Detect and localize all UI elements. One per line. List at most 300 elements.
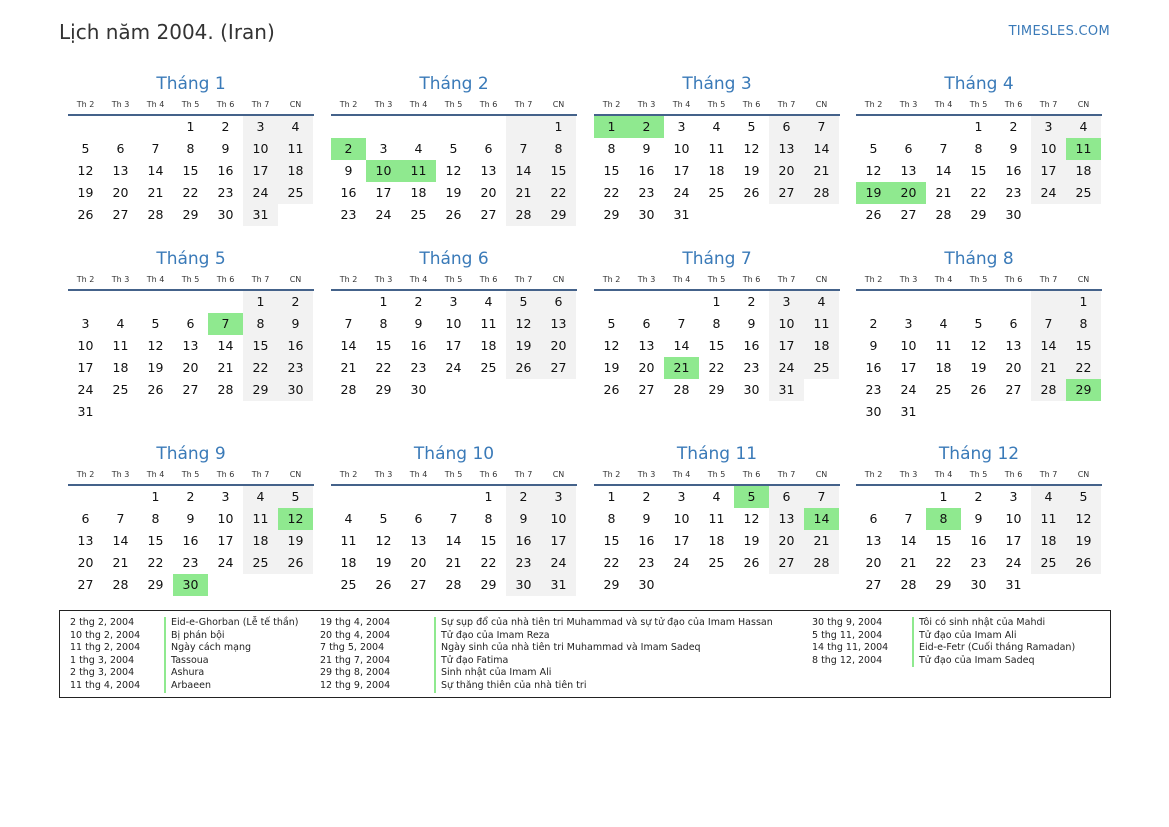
day-cell[interactable]: 24 bbox=[1031, 182, 1066, 204]
day-cell[interactable]: 17 bbox=[900, 360, 917, 375]
day-cell[interactable]: 30 bbox=[410, 382, 427, 397]
day-cell[interactable]: 19 bbox=[147, 360, 164, 375]
day-cell[interactable]: 13 bbox=[769, 508, 804, 530]
day-cell[interactable]: 30 bbox=[173, 574, 208, 596]
day-cell[interactable]: 27 bbox=[865, 577, 882, 592]
day-cell[interactable]: 7 bbox=[506, 138, 541, 160]
day-cell[interactable]: 16 bbox=[410, 338, 427, 353]
day-cell[interactable]: 2 bbox=[629, 116, 664, 138]
day-cell[interactable]: 28 bbox=[506, 204, 541, 226]
day-cell[interactable]: 24 bbox=[217, 555, 234, 570]
day-cell[interactable]: 27 bbox=[541, 357, 576, 379]
day-cell[interactable]: 25 bbox=[708, 185, 725, 200]
day-cell[interactable]: 20 bbox=[541, 335, 576, 357]
day-cell[interactable]: 30 bbox=[278, 379, 313, 401]
day-cell[interactable]: 2 bbox=[642, 489, 651, 504]
day-cell[interactable]: 20 bbox=[638, 360, 655, 375]
day-cell[interactable]: 28 bbox=[935, 207, 952, 222]
day-cell[interactable]: 18 bbox=[410, 185, 427, 200]
day-cell[interactable]: 20 bbox=[891, 182, 926, 204]
day-cell[interactable]: 5 bbox=[747, 119, 756, 134]
day-cell[interactable]: 26 bbox=[506, 357, 541, 379]
day-cell[interactable]: 6 bbox=[769, 486, 804, 508]
day-cell[interactable]: 6 bbox=[186, 316, 195, 331]
day-cell[interactable]: 12 bbox=[970, 338, 987, 353]
day-cell[interactable]: 30 bbox=[970, 577, 987, 592]
day-cell[interactable]: 12 bbox=[865, 163, 882, 178]
day-cell[interactable]: 12 bbox=[375, 533, 392, 548]
day-cell[interactable]: 3 bbox=[769, 291, 804, 313]
day-cell[interactable]: 27 bbox=[480, 207, 497, 222]
day-cell[interactable]: 12 bbox=[1066, 508, 1101, 530]
day-cell[interactable]: 31 bbox=[243, 204, 278, 226]
day-cell[interactable]: 13 bbox=[900, 163, 917, 178]
day-cell[interactable]: 10 bbox=[243, 138, 278, 160]
day-cell[interactable]: 13 bbox=[541, 313, 576, 335]
day-cell[interactable]: 8 bbox=[607, 141, 616, 156]
day-cell[interactable]: 23 bbox=[278, 357, 313, 379]
day-cell[interactable]: 14 bbox=[112, 533, 129, 548]
day-cell[interactable]: 7 bbox=[344, 316, 353, 331]
day-cell[interactable]: 1 bbox=[607, 489, 616, 504]
day-cell[interactable]: 1 bbox=[974, 119, 983, 134]
day-cell[interactable]: 21 bbox=[217, 360, 234, 375]
day-cell[interactable]: 19 bbox=[278, 530, 313, 552]
day-cell[interactable]: 7 bbox=[804, 116, 839, 138]
day-cell[interactable]: 13 bbox=[112, 163, 129, 178]
day-cell[interactable]: 22 bbox=[243, 357, 278, 379]
day-cell[interactable]: 1 bbox=[712, 294, 721, 309]
day-cell[interactable]: 29 bbox=[603, 577, 620, 592]
day-cell[interactable]: 16 bbox=[638, 163, 655, 178]
day-cell[interactable]: 9 bbox=[221, 141, 230, 156]
day-cell[interactable]: 8 bbox=[379, 316, 388, 331]
day-cell[interactable]: 27 bbox=[900, 207, 917, 222]
day-cell[interactable]: 5 bbox=[151, 316, 160, 331]
day-cell[interactable]: 15 bbox=[603, 163, 620, 178]
day-cell[interactable]: 4 bbox=[243, 486, 278, 508]
day-cell[interactable]: 6 bbox=[769, 116, 804, 138]
day-cell[interactable]: 16 bbox=[340, 185, 357, 200]
day-cell[interactable]: 11 bbox=[1031, 508, 1066, 530]
day-cell[interactable]: 28 bbox=[804, 552, 839, 574]
day-cell[interactable]: 2 bbox=[414, 294, 423, 309]
day-cell[interactable]: 8 bbox=[541, 138, 576, 160]
day-cell[interactable]: 17 bbox=[673, 163, 690, 178]
day-cell[interactable]: 6 bbox=[116, 141, 125, 156]
day-cell[interactable]: 4 bbox=[344, 511, 353, 526]
day-cell[interactable]: 21 bbox=[112, 555, 129, 570]
day-cell[interactable]: 16 bbox=[638, 533, 655, 548]
day-cell[interactable]: 10 bbox=[366, 160, 401, 182]
day-cell[interactable]: 11 bbox=[480, 316, 497, 331]
day-cell[interactable]: 5 bbox=[734, 486, 769, 508]
day-cell[interactable]: 20 bbox=[1005, 360, 1022, 375]
day-cell[interactable]: 1 bbox=[186, 119, 195, 134]
day-cell[interactable]: 7 bbox=[804, 486, 839, 508]
day-cell[interactable]: 7 bbox=[151, 141, 160, 156]
day-cell[interactable]: 20 bbox=[182, 360, 199, 375]
day-cell[interactable]: 14 bbox=[804, 508, 839, 530]
day-cell[interactable]: 7 bbox=[208, 313, 243, 335]
day-cell[interactable]: 14 bbox=[445, 533, 462, 548]
day-cell[interactable]: 22 bbox=[147, 555, 164, 570]
day-cell[interactable]: 31 bbox=[77, 404, 94, 419]
day-cell[interactable]: 22 bbox=[182, 185, 199, 200]
day-cell[interactable]: 8 bbox=[151, 511, 160, 526]
day-cell[interactable]: 23 bbox=[340, 207, 357, 222]
day-cell[interactable]: 29 bbox=[603, 207, 620, 222]
day-cell[interactable]: 22 bbox=[603, 185, 620, 200]
day-cell[interactable]: 4 bbox=[278, 116, 313, 138]
day-cell[interactable]: 16 bbox=[182, 533, 199, 548]
day-cell[interactable]: 17 bbox=[673, 533, 690, 548]
day-cell[interactable]: 5 bbox=[869, 141, 878, 156]
day-cell[interactable]: 22 bbox=[541, 182, 576, 204]
day-cell[interactable]: 21 bbox=[900, 555, 917, 570]
day-cell[interactable]: 11 bbox=[340, 533, 357, 548]
day-cell[interactable]: 9 bbox=[747, 316, 756, 331]
day-cell[interactable]: 27 bbox=[638, 382, 655, 397]
day-cell[interactable]: 27 bbox=[410, 577, 427, 592]
day-cell[interactable]: 10 bbox=[77, 338, 94, 353]
day-cell[interactable]: 24 bbox=[375, 207, 392, 222]
day-cell[interactable]: 1 bbox=[939, 489, 948, 504]
day-cell[interactable]: 28 bbox=[147, 207, 164, 222]
day-cell[interactable]: 4 bbox=[939, 316, 948, 331]
day-cell[interactable]: 4 bbox=[712, 119, 721, 134]
day-cell[interactable]: 27 bbox=[769, 552, 804, 574]
day-cell[interactable]: 1 bbox=[541, 116, 576, 138]
day-cell[interactable]: 8 bbox=[607, 511, 616, 526]
day-cell[interactable]: 3 bbox=[449, 294, 458, 309]
day-cell[interactable]: 10 bbox=[445, 316, 462, 331]
day-cell[interactable]: 22 bbox=[708, 360, 725, 375]
day-cell[interactable]: 25 bbox=[804, 357, 839, 379]
day-cell[interactable]: 9 bbox=[642, 141, 651, 156]
day-cell[interactable]: 25 bbox=[410, 207, 427, 222]
day-cell[interactable]: 11 bbox=[401, 160, 436, 182]
day-cell[interactable]: 21 bbox=[147, 185, 164, 200]
day-cell[interactable]: 13 bbox=[77, 533, 94, 548]
day-cell[interactable]: 12 bbox=[445, 163, 462, 178]
day-cell[interactable]: 12 bbox=[743, 511, 760, 526]
day-cell[interactable]: 16 bbox=[743, 338, 760, 353]
day-cell[interactable]: 12 bbox=[77, 163, 94, 178]
day-cell[interactable]: 29 bbox=[708, 382, 725, 397]
day-cell[interactable]: 21 bbox=[340, 360, 357, 375]
day-cell[interactable]: 29 bbox=[970, 207, 987, 222]
day-cell[interactable]: 12 bbox=[278, 508, 313, 530]
day-cell[interactable]: 18 bbox=[480, 338, 497, 353]
day-cell[interactable]: 2 bbox=[186, 489, 195, 504]
day-cell[interactable]: 25 bbox=[480, 360, 497, 375]
day-cell[interactable]: 18 bbox=[278, 160, 313, 182]
day-cell[interactable]: 2 bbox=[506, 486, 541, 508]
day-cell[interactable]: 19 bbox=[77, 185, 94, 200]
day-cell[interactable]: 17 bbox=[541, 530, 576, 552]
day-cell[interactable]: 18 bbox=[112, 360, 129, 375]
day-cell[interactable]: 9 bbox=[278, 313, 313, 335]
day-cell[interactable]: 24 bbox=[673, 555, 690, 570]
day-cell[interactable]: 21 bbox=[804, 160, 839, 182]
day-cell[interactable]: 23 bbox=[1005, 185, 1022, 200]
day-cell[interactable]: 10 bbox=[673, 141, 690, 156]
day-cell[interactable]: 31 bbox=[673, 207, 690, 222]
day-cell[interactable]: 17 bbox=[77, 360, 94, 375]
day-cell[interactable]: 16 bbox=[1005, 163, 1022, 178]
day-cell[interactable]: 25 bbox=[112, 382, 129, 397]
day-cell[interactable]: 15 bbox=[375, 338, 392, 353]
day-cell[interactable]: 26 bbox=[865, 207, 882, 222]
day-cell[interactable]: 24 bbox=[1005, 555, 1022, 570]
day-cell[interactable]: 10 bbox=[1005, 511, 1022, 526]
day-cell[interactable]: 28 bbox=[673, 382, 690, 397]
day-cell[interactable]: 21 bbox=[506, 182, 541, 204]
day-cell[interactable]: 9 bbox=[1009, 141, 1018, 156]
day-cell[interactable]: 3 bbox=[379, 141, 388, 156]
day-cell[interactable]: 13 bbox=[638, 338, 655, 353]
day-cell[interactable]: 6 bbox=[904, 141, 913, 156]
day-cell[interactable]: 5 bbox=[81, 141, 90, 156]
day-cell[interactable]: 20 bbox=[112, 185, 129, 200]
day-cell[interactable]: 23 bbox=[410, 360, 427, 375]
day-cell[interactable]: 26 bbox=[278, 552, 313, 574]
day-cell[interactable]: 16 bbox=[865, 360, 882, 375]
day-cell[interactable]: 24 bbox=[445, 360, 462, 375]
day-cell[interactable]: 21 bbox=[445, 555, 462, 570]
day-cell[interactable]: 22 bbox=[375, 360, 392, 375]
day-cell[interactable]: 28 bbox=[804, 182, 839, 204]
day-cell[interactable]: 2 bbox=[278, 291, 313, 313]
day-cell[interactable]: 14 bbox=[340, 338, 357, 353]
day-cell[interactable]: 23 bbox=[970, 555, 987, 570]
day-cell[interactable]: 26 bbox=[603, 382, 620, 397]
day-cell[interactable]: 31 bbox=[769, 379, 804, 401]
day-cell[interactable]: 29 bbox=[243, 379, 278, 401]
day-cell[interactable]: 24 bbox=[77, 382, 94, 397]
day-cell[interactable]: 9 bbox=[974, 511, 983, 526]
day-cell[interactable]: 25 bbox=[340, 577, 357, 592]
day-cell[interactable]: 18 bbox=[243, 530, 278, 552]
day-cell[interactable]: 19 bbox=[856, 182, 891, 204]
day-cell[interactable]: 15 bbox=[970, 163, 987, 178]
day-cell[interactable]: 15 bbox=[935, 533, 952, 548]
day-cell[interactable]: 15 bbox=[182, 163, 199, 178]
day-cell[interactable]: 30 bbox=[638, 207, 655, 222]
day-cell[interactable]: 8 bbox=[186, 141, 195, 156]
day-cell[interactable]: 8 bbox=[926, 508, 961, 530]
day-cell[interactable]: 30 bbox=[217, 207, 234, 222]
day-cell[interactable]: 17 bbox=[1031, 160, 1066, 182]
day-cell[interactable]: 1 bbox=[1066, 291, 1101, 313]
day-cell[interactable]: 7 bbox=[677, 316, 686, 331]
day-cell[interactable]: 13 bbox=[865, 533, 882, 548]
day-cell[interactable]: 30 bbox=[638, 577, 655, 592]
day-cell[interactable]: 22 bbox=[935, 555, 952, 570]
day-cell[interactable]: 12 bbox=[147, 338, 164, 353]
day-cell[interactable]: 13 bbox=[769, 138, 804, 160]
day-cell[interactable]: 25 bbox=[935, 382, 952, 397]
day-cell[interactable]: 15 bbox=[541, 160, 576, 182]
day-cell[interactable]: 14 bbox=[147, 163, 164, 178]
day-cell[interactable]: 4 bbox=[1066, 116, 1101, 138]
day-cell[interactable]: 3 bbox=[243, 116, 278, 138]
day-cell[interactable]: 3 bbox=[677, 119, 686, 134]
day-cell[interactable]: 9 bbox=[186, 511, 195, 526]
day-cell[interactable]: 5 bbox=[1066, 486, 1101, 508]
day-cell[interactable]: 2 bbox=[869, 316, 878, 331]
day-cell[interactable]: 26 bbox=[77, 207, 94, 222]
day-cell[interactable]: 31 bbox=[1005, 577, 1022, 592]
day-cell[interactable]: 14 bbox=[804, 138, 839, 160]
day-cell[interactable]: 20 bbox=[769, 160, 804, 182]
day-cell[interactable]: 15 bbox=[1066, 335, 1101, 357]
day-cell[interactable]: 9 bbox=[506, 508, 541, 530]
day-cell[interactable]: 25 bbox=[278, 182, 313, 204]
day-cell[interactable]: 13 bbox=[182, 338, 199, 353]
day-cell[interactable]: 28 bbox=[900, 577, 917, 592]
day-cell[interactable]: 24 bbox=[243, 182, 278, 204]
day-cell[interactable]: 30 bbox=[1005, 207, 1022, 222]
day-cell[interactable]: 5 bbox=[278, 486, 313, 508]
day-cell[interactable]: 8 bbox=[974, 141, 983, 156]
day-cell[interactable]: 9 bbox=[344, 163, 353, 178]
day-cell[interactable]: 23 bbox=[743, 360, 760, 375]
day-cell[interactable]: 10 bbox=[673, 511, 690, 526]
day-cell[interactable]: 29 bbox=[1066, 379, 1101, 401]
day-cell[interactable]: 10 bbox=[1031, 138, 1066, 160]
day-cell[interactable]: 21 bbox=[935, 185, 952, 200]
day-cell[interactable]: 22 bbox=[1066, 357, 1101, 379]
day-cell[interactable]: 5 bbox=[506, 291, 541, 313]
day-cell[interactable]: 15 bbox=[708, 338, 725, 353]
day-cell[interactable]: 5 bbox=[607, 316, 616, 331]
day-cell[interactable]: 19 bbox=[1066, 530, 1101, 552]
day-cell[interactable]: 27 bbox=[769, 182, 804, 204]
day-cell[interactable]: 19 bbox=[970, 360, 987, 375]
day-cell[interactable]: 26 bbox=[743, 185, 760, 200]
day-cell[interactable]: 6 bbox=[414, 511, 423, 526]
day-cell[interactable]: 2 bbox=[747, 294, 756, 309]
day-cell[interactable]: 27 bbox=[112, 207, 129, 222]
day-cell[interactable]: 26 bbox=[970, 382, 987, 397]
day-cell[interactable]: 8 bbox=[712, 316, 721, 331]
day-cell[interactable]: 24 bbox=[541, 552, 576, 574]
day-cell[interactable]: 18 bbox=[1066, 160, 1101, 182]
day-cell[interactable]: 1 bbox=[151, 489, 160, 504]
day-cell[interactable]: 16 bbox=[278, 335, 313, 357]
day-cell[interactable]: 23 bbox=[217, 185, 234, 200]
day-cell[interactable]: 13 bbox=[410, 533, 427, 548]
day-cell[interactable]: 28 bbox=[217, 382, 234, 397]
day-cell[interactable]: 5 bbox=[379, 511, 388, 526]
day-cell[interactable]: 19 bbox=[743, 533, 760, 548]
day-cell[interactable]: 21 bbox=[664, 357, 699, 379]
day-cell[interactable]: 23 bbox=[506, 552, 541, 574]
day-cell[interactable]: 1 bbox=[484, 489, 493, 504]
day-cell[interactable]: 18 bbox=[935, 360, 952, 375]
day-cell[interactable]: 4 bbox=[484, 294, 493, 309]
day-cell[interactable]: 16 bbox=[506, 530, 541, 552]
day-cell[interactable]: 29 bbox=[480, 577, 497, 592]
day-cell[interactable]: 15 bbox=[603, 533, 620, 548]
day-cell[interactable]: 18 bbox=[708, 163, 725, 178]
day-cell[interactable]: 8 bbox=[1066, 313, 1101, 335]
day-cell[interactable]: 30 bbox=[743, 382, 760, 397]
day-cell[interactable]: 23 bbox=[865, 382, 882, 397]
day-cell[interactable]: 2 bbox=[974, 489, 983, 504]
day-cell[interactable]: 10 bbox=[900, 338, 917, 353]
day-cell[interactable]: 18 bbox=[1031, 530, 1066, 552]
day-cell[interactable]: 29 bbox=[182, 207, 199, 222]
day-cell[interactable]: 20 bbox=[480, 185, 497, 200]
day-cell[interactable]: 3 bbox=[221, 489, 230, 504]
day-cell[interactable]: 26 bbox=[445, 207, 462, 222]
day-cell[interactable]: 3 bbox=[677, 489, 686, 504]
day-cell[interactable]: 2 bbox=[1009, 119, 1018, 134]
day-cell[interactable]: 13 bbox=[480, 163, 497, 178]
day-cell[interactable]: 26 bbox=[1066, 552, 1101, 574]
day-cell[interactable]: 31 bbox=[900, 404, 917, 419]
day-cell[interactable]: 4 bbox=[1031, 486, 1066, 508]
day-cell[interactable]: 17 bbox=[243, 160, 278, 182]
day-cell[interactable]: 26 bbox=[147, 382, 164, 397]
day-cell[interactable]: 25 bbox=[1066, 182, 1101, 204]
day-cell[interactable]: 19 bbox=[445, 185, 462, 200]
day-cell[interactable]: 6 bbox=[541, 291, 576, 313]
day-cell[interactable]: 25 bbox=[243, 552, 278, 574]
day-cell[interactable]: 14 bbox=[935, 163, 952, 178]
day-cell[interactable]: 4 bbox=[804, 291, 839, 313]
day-cell[interactable]: 15 bbox=[243, 335, 278, 357]
day-cell[interactable]: 18 bbox=[340, 555, 357, 570]
day-cell[interactable]: 28 bbox=[1031, 379, 1066, 401]
day-cell[interactable]: 3 bbox=[1031, 116, 1066, 138]
day-cell[interactable]: 17 bbox=[375, 185, 392, 200]
day-cell[interactable]: 7 bbox=[904, 511, 913, 526]
day-cell[interactable]: 13 bbox=[1005, 338, 1022, 353]
day-cell[interactable]: 19 bbox=[603, 360, 620, 375]
day-cell[interactable]: 12 bbox=[743, 141, 760, 156]
day-cell[interactable]: 17 bbox=[769, 335, 804, 357]
day-cell[interactable]: 20 bbox=[769, 530, 804, 552]
day-cell[interactable]: 21 bbox=[1031, 357, 1066, 379]
day-cell[interactable]: 20 bbox=[77, 555, 94, 570]
day-cell[interactable]: 15 bbox=[480, 533, 497, 548]
day-cell[interactable]: 24 bbox=[769, 357, 804, 379]
day-cell[interactable]: 26 bbox=[743, 555, 760, 570]
day-cell[interactable]: 20 bbox=[410, 555, 427, 570]
day-cell[interactable]: 6 bbox=[484, 141, 493, 156]
day-cell[interactable]: 3 bbox=[81, 316, 90, 331]
day-cell[interactable]: 29 bbox=[147, 577, 164, 592]
day-cell[interactable]: 19 bbox=[743, 163, 760, 178]
day-cell[interactable]: 27 bbox=[77, 577, 94, 592]
day-cell[interactable]: 5 bbox=[974, 316, 983, 331]
day-cell[interactable]: 11 bbox=[708, 511, 725, 526]
day-cell[interactable]: 27 bbox=[182, 382, 199, 397]
day-cell[interactable]: 6 bbox=[81, 511, 90, 526]
day-cell[interactable]: 1 bbox=[379, 294, 388, 309]
day-cell[interactable]: 23 bbox=[638, 555, 655, 570]
day-cell[interactable]: 9 bbox=[642, 511, 651, 526]
day-cell[interactable]: 15 bbox=[147, 533, 164, 548]
day-cell[interactable]: 10 bbox=[217, 511, 234, 526]
brand-link[interactable]: TIMESLES.COM bbox=[1008, 24, 1110, 39]
day-cell[interactable]: 6 bbox=[642, 316, 651, 331]
day-cell[interactable]: 1 bbox=[594, 116, 629, 138]
